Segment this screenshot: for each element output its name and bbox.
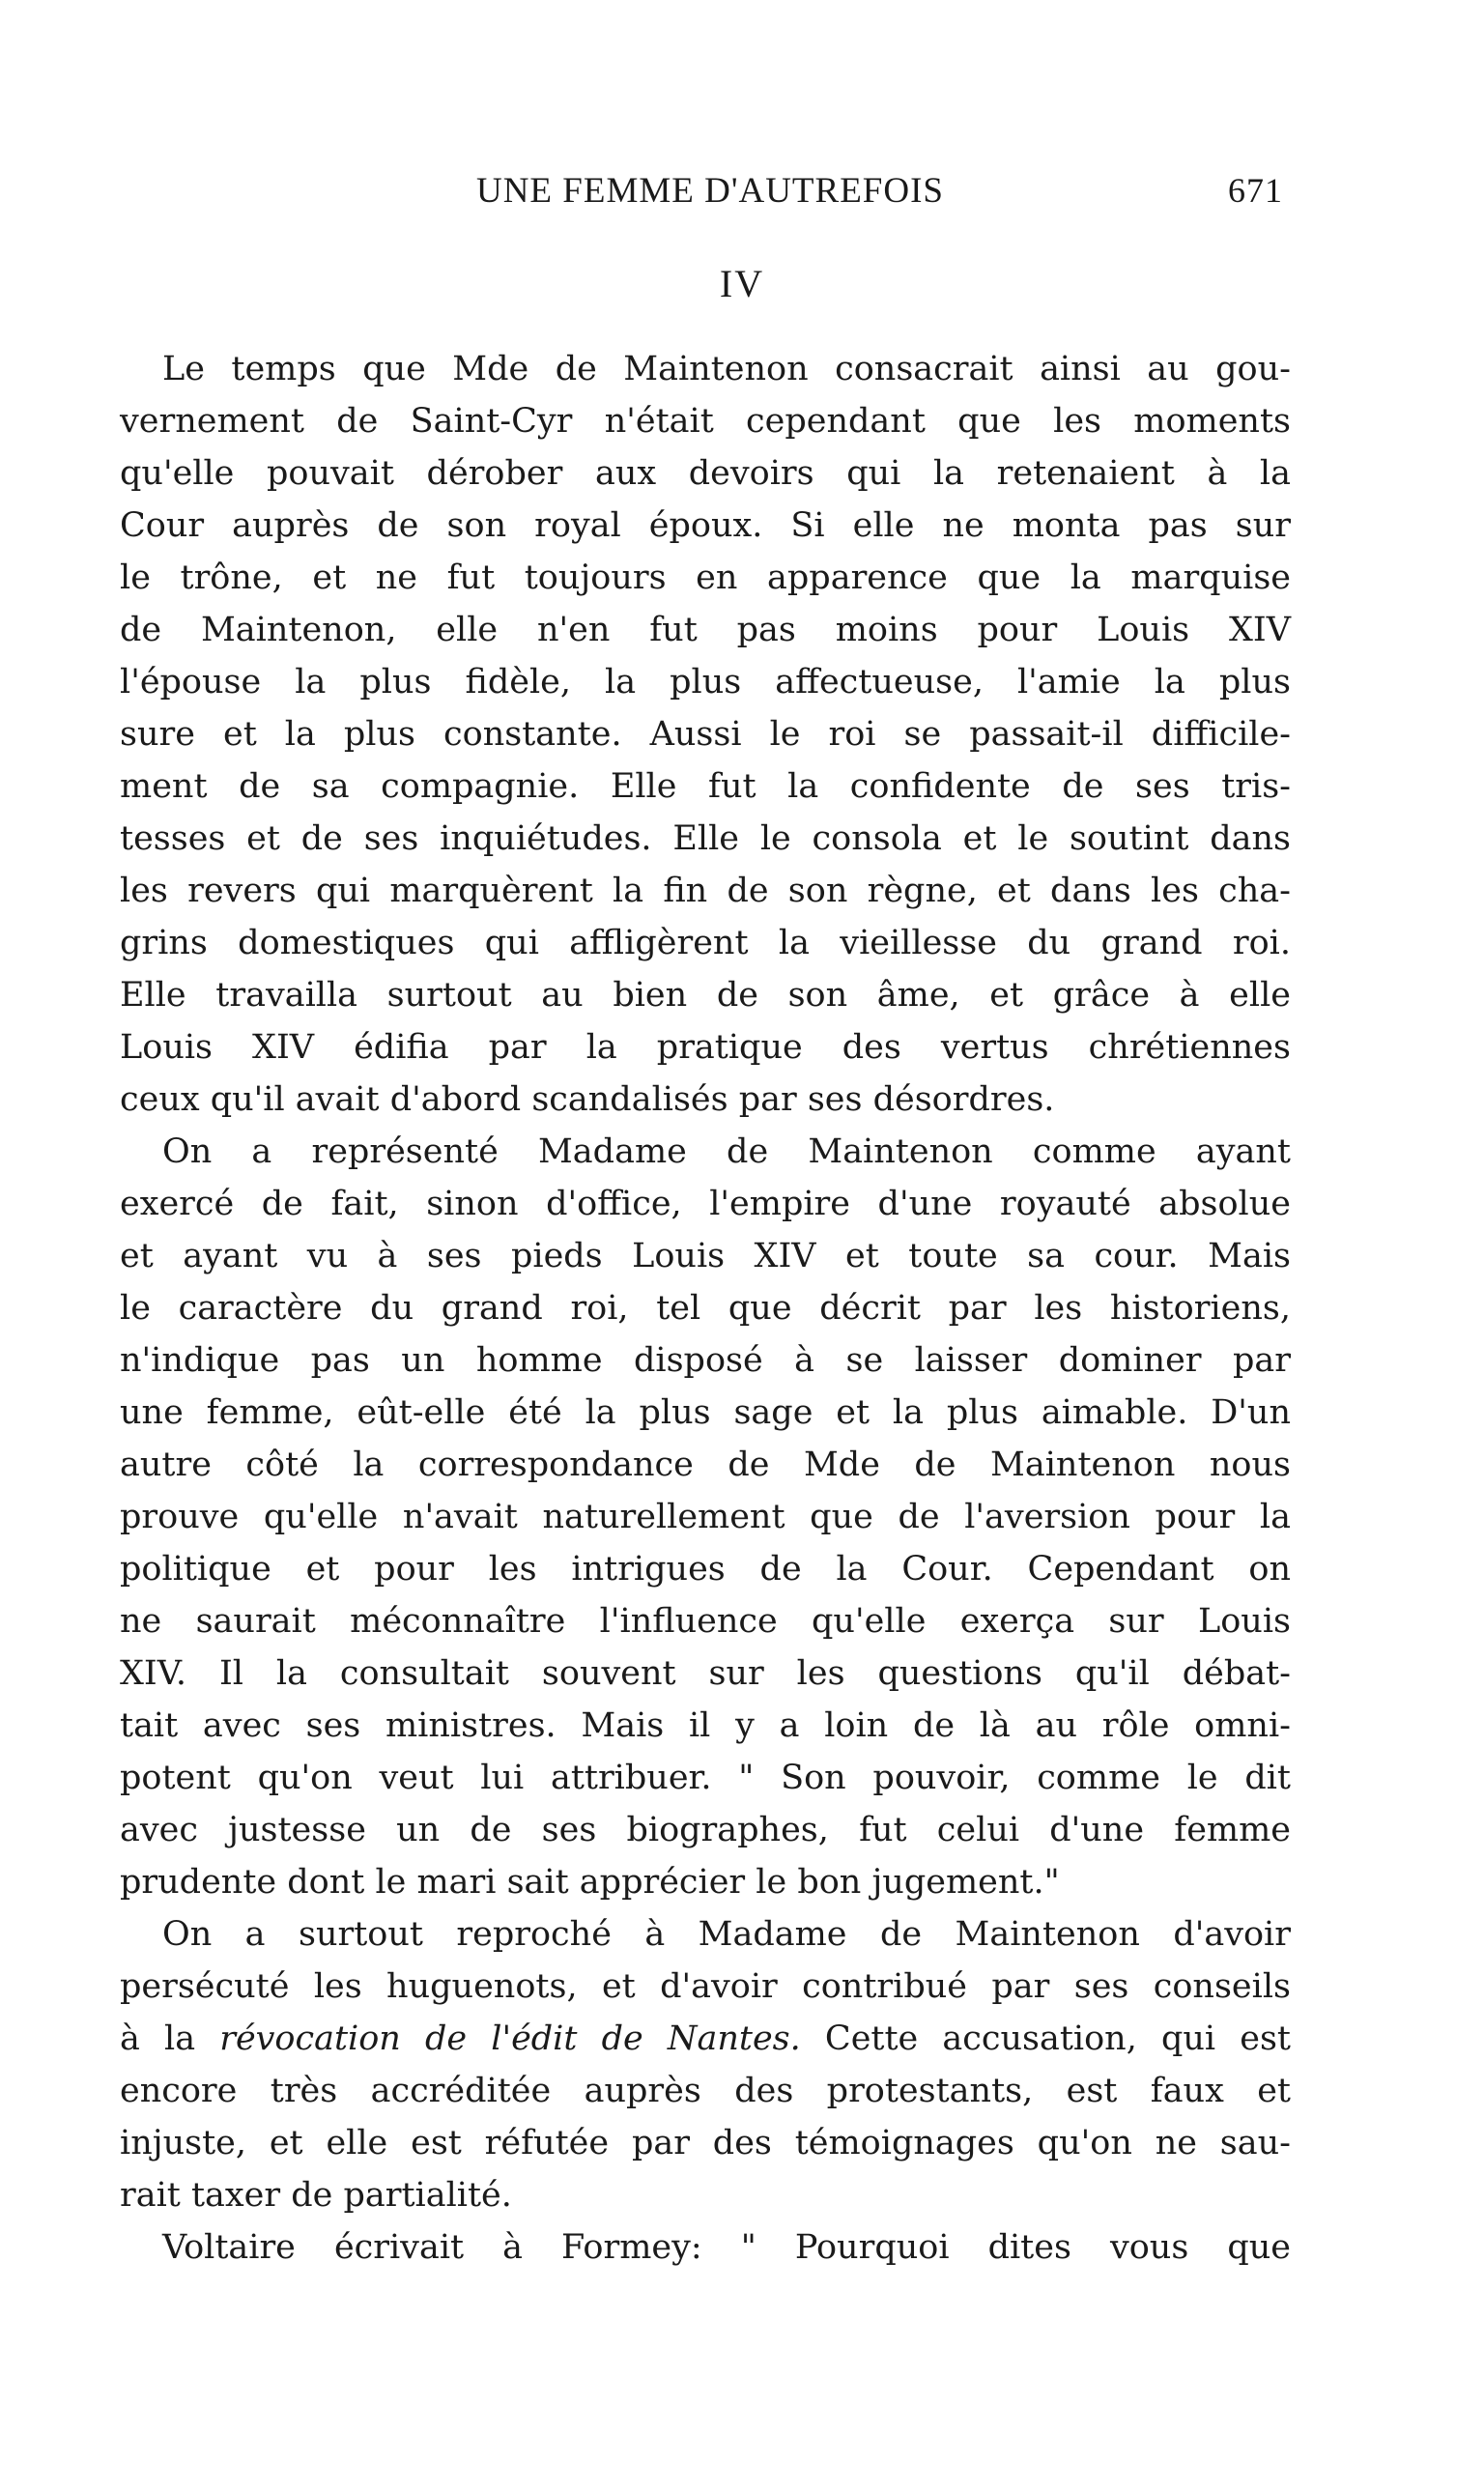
text-line: n'indique pas un homme disposé à se laisser dominer par — [120, 1341, 1291, 1380]
text-line: Elle travailla surtout au bien de son âme, et grâce à elle — [120, 976, 1291, 1015]
running-title: UNE FEMME D'AUTREFOIS — [475, 171, 945, 211]
text-line: ne saurait méconnaître l'influence qu'elle exerça sur Louis — [120, 1602, 1291, 1641]
text-line: ment de sa compagnie. Elle fut la confidente de ses tris- — [120, 767, 1291, 806]
text-line — [120, 2013, 1291, 2065]
text-line: persécuté les huguenots, et d'avoir contribué par ses conseils — [120, 1967, 1291, 2006]
text-line: politique et pour les intrigues de la Cour. Cependant on — [120, 1550, 1291, 1589]
text-line: le caractère du grand roi, tel que décrit par les historiens, — [120, 1289, 1291, 1328]
text-line: le trône, et ne fut toujours en apparence que la marquise — [120, 558, 1291, 597]
text-line: On a représenté Madame de Maintenon comme ayant — [162, 1132, 1291, 1171]
text-line: autre côté la correspondance de Mde de Maintenon nous — [120, 1446, 1291, 1484]
text-line: de Maintenon, elle n'en fut pas moins pour Louis XIV — [120, 611, 1291, 649]
text-line: et ayant vu à ses pieds Louis XIV et toute sa cour. Mais — [120, 1237, 1291, 1275]
text-line: exercé de fait, sinon d'office, l'empire d'une royauté absolue — [120, 1185, 1291, 1223]
text-line: On a surtout reproché à Madame de Maintenon d'avoir — [162, 1915, 1291, 1954]
page-number: 671 — [1228, 171, 1283, 210]
body-text — [120, 343, 1291, 2274]
text-line: injuste, et elle est réfutée par des témoignages qu'on ne sau- — [120, 2124, 1291, 2162]
section-number: IV — [719, 262, 765, 305]
text-line: Cour auprès de son royal époux. Si elle ne monta pas sur — [120, 506, 1291, 545]
text-line: vernement de Saint-Cyr n'était cependant que les moments — [120, 402, 1291, 441]
text-line: tesses et de ses inquiétudes. Elle le consola et le soutint dans — [120, 819, 1291, 858]
text-line: prudente dont le mari sait apprécier le bon jugement." — [120, 1863, 1060, 1902]
text-line: potent qu'on veut lui attribuer. " Son pouvoir, comme le dit — [120, 1759, 1291, 1797]
text-line: rait taxer de partialité. — [120, 2176, 512, 2215]
text-line: Le temps que Mde de Maintenon consacrait ainsi au gou- — [162, 350, 1291, 388]
text-line: qu'elle pouvait dérober aux devoirs qui la retenaient à la — [120, 454, 1291, 493]
text-line: Louis XIV édifia par la pratique des vertus chrétiennes — [120, 1028, 1291, 1067]
text-line: Voltaire écrivait à Formey: " Pourquoi dites vous que — [162, 2228, 1291, 2267]
text-line: une femme, eût-elle été la plus sage et la plus aimable. D'un — [120, 1393, 1291, 1432]
text-line: l'épouse la plus fidèle, la plus affectueuse, l'amie la plus — [120, 663, 1291, 701]
text-line: ceux qu'il avait d'abord scandalisés par ses désordres. — [120, 1080, 1055, 1119]
text-line: XIV. Il la consultait souvent sur les questions qu'il débat- — [120, 1654, 1291, 1693]
text-line: encore très accréditée auprès des protestants, est faux et — [120, 2072, 1291, 2110]
text-line: les revers qui marquèrent la fin de son règne, et dans les cha- — [120, 872, 1291, 910]
text-line: sure et la plus constante. Aussi le roi se passait-il difficile- — [120, 715, 1291, 754]
text-line: avec justesse un de ses biographes, fut celui d'une femme — [120, 1811, 1291, 1849]
text-segment: Cette accusation, qui est — [800, 2019, 1291, 2058]
italic-title: révocation de l'édit de Nantes. — [219, 2019, 801, 2058]
text-line: prouve qu'elle n'avait naturellement que de l'aversion pour la — [120, 1498, 1291, 1536]
text-segment: à la — [120, 2019, 220, 2058]
text-line: grins domestiques qui affligèrent la vieillesse du grand roi. — [120, 924, 1291, 962]
text-line: tait avec ses ministres. Mais il y a loin de là au rôle omni- — [120, 1706, 1291, 1745]
running-head — [116, 170, 1304, 218]
